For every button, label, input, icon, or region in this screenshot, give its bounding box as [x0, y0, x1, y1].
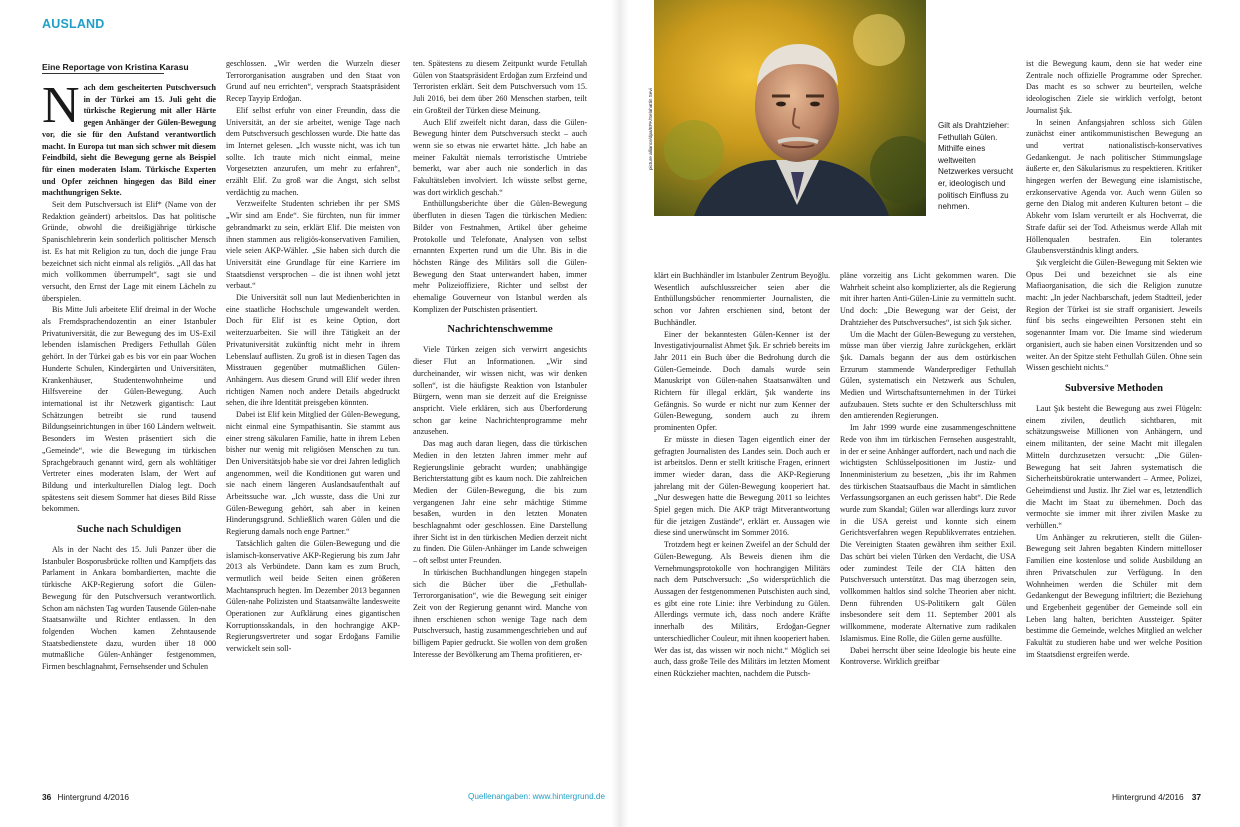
magazine-issue: Hintergrund 4/2016: [57, 792, 130, 802]
paragraph: In seinen Anfangsjahren schloss sich Gülen zunächst einer antikommunistischen Bewegung an und vertrat nationalistisch-konservatives Gedankengut. Je nach politischer Stimmungslage äußerte er, den Säkularismus zu respektieren. Kritiker hingegen werfen der Bewegung eine islamistische, erzkonservative Agenda vor. Auch wenn Gülen so gerne den Dialog mit anderen Kulturen betont – die Abkehr vom Islam verurteilt er als Hochverrat, die Strafe dafür sei der Tod. Atheismus werde Allah mit Höllenqualen bestrafen. Ein tolerantes Glaubensverständnis klingt anders.: [1026, 117, 1202, 256]
paragraph: Die Universität soll nun laut Medienberichten in eine staatliche Hochschule umgewandelt werden. Doch für Elif ist es keine Option, dort weiterzuarbeiten. Sie will ihre Tätigkeit an der Privatuniversität zukünftig nicht mehr in ihrem Lebenslauf auflisten. Zu groß ist in diesen Tagen das Misstrauen gegenüber mutmaßlichen Gülen-Anhängern. Aus diesem Grund will Elif weder ihren richtigen Namen noch andere Details abgedruckt sehen, die ihre Identität preisgeben könnten.: [226, 293, 400, 408]
paragraph: Trotzdem hegt er keinen Zweifel an der Schuld der Gülen-Bewegung. Als Beweis dienen ihm die Vernehmungsprotokolle von hochrangigen Militärs nach dem Putschversuch: „So widersprüchlich die Aussagen der festgenommenen Putschisten auch sind, es gibt eine rote Linie: ihre Verbindung zu Gülen. Allerdings vermute ich, dass noch andere Kräfte innerhalb des Militärs, Erdoğan-Gegner unterschiedlicher Couleur, mit ihnen kooperiert haben. Wer das ist, das wissen wir noch nicht.“ Möglich sei auch, dass große Teile des Militärs im letzten Moment einen Rückzieher machten, nachdem die Putsch-: [654, 540, 830, 678]
paragraph: Um Anhänger zu rekrutieren, stellt die Gülen-Bewegung seit Jahren begabten Kindern mittelloser Familien eine kostenlose und solide Ausbildung an ihren Privatschulen zur Verfügung. In den Wohnheimen werden die Schüler mit dem Gedankengut der Bewegung infiltriert; die Beziehung und Ergebenheit gegenüber der Gemeinde soll ein Leben lang halten, berichten Aussteiger. Später bestimme die Gemeinde, welches Mitglied an welcher Fakultät zu studieren habe und wer welche Position im Staatsdienst ergreifen werde.: [1026, 532, 1202, 659]
subheading: Subversive Methoden: [1065, 382, 1163, 394]
paragraph: Laut Şık besteht die Bewegung aus zwei Flügeln: einem zivilen, deutlich sichtbaren, mit schätzungsweise Millionen von Anhängern, und einem militanten, der seine Macht mit illegalen Mitteln durchzusetzen versucht: „Die Gülen-Bewegung hat seit Jahren systematisch die Sicherheitsbürokratie unterwandert – Armee, Polizei, Geheimdienst und Justiz. Ihr Ziel war es, letztendlich die Macht im Staat zu übernehmen. Doch das vermochte sie immer mit ihrer zivilen Maske zu verhüllen.“: [1026, 403, 1202, 531]
page-number: 37: [1191, 792, 1202, 802]
byline-rule: [42, 73, 164, 74]
article-column-1: [42, 82, 216, 780]
article-column-4: [654, 270, 830, 768]
paragraph: geschlossen. „Wir werden die Wurzeln dieser Terrororganisation ausgraben und den Staat von Grund auf neu errichten“, versprach Staatspräsident Recep Tayyip Erdoğan.: [226, 59, 400, 104]
paragraph: Dabei herrscht über seine Ideologie bis heute eine Kontroverse. Wirklich greifbar: [840, 645, 1016, 667]
article-column-5: [840, 270, 1016, 768]
page-gutter: [612, 0, 628, 827]
paragraph: Bis Mitte Juli arbeitete Elif dreimal in der Woche als Fremdsprachendozentin an einer Istanbuler Privatuniversität, die zur Bewegung des im US-Exil lebenden islamischen Predigers Fethullah Gülen gehört. In der Türkei gab es bis vor ein paar Wochen Hunderte Schulen, Kindergärten und Universitäten, Krankenhäuser, Studentenwohnheime und Hilfsvereine der Gülen-Bewegung. Auch international ist ihr Netzwerk gigantisch: Laut Schätzungen betreibt sie rund tausend Bildungseinrichtungen in über 160 Ländern weltweit. Besonders im Westen präsentiert sich die „Gemeinde“, wie die Bewegung im türkischen Sprachgebrauch genannt wird, gern als wohltätiger Vertreter eines moderaten Islam, der Wert auf Bildung und interkulturellen Dialog legt. Doch spätestens seit diesem Sommer hat dieses Bild Risse bekommen.: [42, 305, 216, 514]
photo-caption: Gilt als Drahtzieher: Fethullah Gülen. Mithilfe eines weltweiten Netzwerkes versucht er, ideologisch und politisch Einfluss zu nehmen.: [938, 121, 1014, 212]
magazine-issue: Hintergrund 4/2016: [1112, 792, 1184, 802]
paragraph: Um die Macht der Gülen-Bewegung zu verstehen, müsse man über vierzig Jahre zurückgehen, erklärt Şık. Damals begann der aus dem ostürkischen Erzurum stammende Wanderprediger Fethullah Gülen, systematisch ein Netzwerk aus Schulen, Medien und Wirtschaftsunternehmen in der Türkei aufzubauen. Stets suchte er den Schulterschluss mit den amtierenden Regierungen.: [840, 329, 1016, 421]
paragraph: Viele Türken zeigen sich verwirrt angesichts dieser Flut an Informationen. „Wir sind durcheinander, wir wissen nicht, was wir denken sollen“, ist die häufigste Reaktion von Istanbuler Bürgern, wenn man sie derzeit auf die Ereignisse anspricht. Viele erklären, sich aus Überforderung schon gar keine Nachrichtenprogramme mehr anzusehen.: [413, 345, 587, 437]
drop-cap: N: [42, 82, 80, 134]
footer-left: [42, 792, 129, 802]
paragraph: ist die Bewegung kaum, denn sie hat weder eine Zentrale noch offizielle Programme oder Sprecher. Das macht es so schwer zu beurteilen, welche ideologischen Ziele sie wirklich verfolgt, betont Journalist Şık.: [1026, 59, 1202, 115]
sources-link[interactable]: Quellenangaben: www.hintergrund.de: [468, 792, 606, 801]
paragraph: Er müsste in diesen Tagen eigentlich einer der gefragten Journalisten des Landes sein. Doch auch er ist arbeitslos. Denn er stellt kritische Fragen, erinnert immer wieder daran, dass die AKP-Regierung jahrelang mit der Gülen-Bewegung kooperiert hat. „Nur deswegen hatte die Bewegung 2011 so leichtes Spiel gegen mich. Die AKP trägt Mitverantwortung für die jetzigen Zustände“, erklärt er. Aussagen wie diese sind unerwünscht im Sommer 2016.: [654, 434, 830, 538]
paragraph: Als in der Nacht des 15. Juli Panzer über die Istanbuler Bosporusbrücke rollten und Kampfjets das Parlament in Ankara bombardierten, machte die türkische AKP-Regierung sofort die Gülen-Bewegung für den Putschversuch verantwortlich. Schon am nächsten Tag wurden Tausende Gülen-nahe Staatsanwälte und Richter entlassen. In den folgenden Wochen kamen Zehntausende Staatsbedienstete dazu, wurden über 18 000 mutmaßliche Gülen-Anhänger festgenommen, Firmen beschlagnahmt, Fernsehsender und Schulen: [42, 545, 216, 672]
page-number: 36: [42, 792, 52, 802]
article-column-6: [1026, 58, 1202, 770]
paragraph: pläne vorzeitig ans Licht gekommen waren. Die Wahrheit scheint also komplizierter, als die Regierung mit ihrer harten Anti-Gülen-Linie zu vermitteln sucht. Und doch: „Die Bewegung war der Geist, der Drahtzieher des Putschversuches“, ist sich Şık sicher.: [840, 271, 1016, 327]
portrait-illustration: [654, 0, 926, 216]
paragraph: Dabei ist Elif kein Mitglied der Gülen-Bewegung, nicht einmal eine Sympathisantin. Sie stammt aus einer streng säkularen Familie, hatte in ihrem Leben bisher nur wenig mit religiösen Menschen zu tun. Den Universitätsjob habe sie vor drei Jahren lediglich angenommen, weil die Konditionen gut waren und sie nach einem längeren Auslandsaufenthalt auf Arbeitssuche war. „Ich wusste, dass die Uni zur Gülen-Bewegung gehört, sah aber in keinen Hinderungsgrund. Schließlich waren Gülen und die Regierung damals noch enge Partner.“: [226, 410, 400, 537]
portrait-photo: [654, 0, 926, 216]
paragraph: Enthüllungsberichte über die Gülen-Bewegung überfluten in diesen Tagen die türkischen Medien: Bilder von Festnahmen, Artikel über geheime Protokolle und Telefonate, Analysen von selbst ernannten Experten rund um die Uhr. Bis in die höchsten Ränge des Militärs soll die Gülen-Bewegung den Staat unterwandert haben, immer mehr Polizeioffiziere, Richter und selbst der ehemalige Gouverneur von Istanbul werden als Komplizen der Putschisten präsentiert.: [413, 199, 587, 314]
paragraph: Verzweifelte Studenten schrieben ihr per SMS „Wir sind am Ende“. Sie fürchten, nun für immer gebrandmarkt zu sein, erklärt Elif. Die meisten von ihnen stammen aus religiös-konservativen Familien, viele seien AKP-Wähler. „Sie haben sich durch die Universität eine Grundlage für eine Karriere im Staatsdienst versprochen – die ist ihnen wohl jetzt verbaut.“: [226, 199, 400, 291]
paragraph: ten. Spätestens zu diesem Zeitpunkt wurde Fetullah Gülen von Staatspräsident Erdoğan zum Erzfeind und Terroristen erklärt. Seit dem Putschversuch vom 15. Juli 2016, bei dem über 260 Menschen starben, teilt ein Großteil der Türken diese Meinung.: [413, 59, 587, 115]
left-page: [0, 0, 612, 827]
paragraph: Auch Elif zweifelt nicht daran, dass die Gülen-Bewegung hinter dem Putschversuch steckt – auch wenn sie so etwas nie erwartet hätte. „Ich habe an meiner Fakultät niemals terroristische Umtriebe bemerkt, war aber auch nie sonderlich in das Fakultätsleben involviert. Ich wüsste selbst gerne, was dort wirklich geschah.“: [413, 117, 587, 197]
paragraph: Einer der bekanntesten Gülen-Kenner ist der Investigativjournalist Ahmet Şık. Er schrieb bereits im Jahr 2011 ein Buch über die Bedrohung durch die Gülen-Gemeinde. Doch damals wurde sein Manuskript von Gülen-nahen Staatsanwälten und Richtern für illegal erklärt, Şık wanderte ins Gefängnis. So wurde er nicht nur zum Kenner der Gülen-Bewegung, sondern auch zu ihrem prominenten Opfer.: [654, 329, 830, 433]
paragraph: In türkischen Buchhandlungen hingegen stapeln sich die Bücher über die „Fethullah-Terrororganisation“, wie die Bewegung seit einiger Zeit von der Regierung genannt wird. Manche von ihnen erschienen schon wenige Tage nach dem Putschversuch, hastig zusammengeschrieben und auf billigem Papier gedruckt. Sie wollen von dem großen Interesse der Bevölkerung am Thema profitieren, er-: [413, 567, 587, 659]
paragraph: Tatsächlich galten die Gülen-Bewegung und die islamisch-konservative AKP-Regierung bis zum Jahr 2013 als Verbündete. Dann kam es zum Bruch, vermutlich weil beide Seiten einen größeren Machtanspruch hegten. Im Dezember 2013 begannen Gülen-nahe Polizisten und Staatsanwälte landesweite Operationen zur Aufklärung eines gigantischen Korruptionsskandals, in den hochrangige AKP-Regierungsvertreter und sogar Erdoğans Familie verwickelt sein soll-: [226, 538, 400, 654]
paragraph: Seit dem Putschversuch ist Elif* (Name von der Redaktion geändert) arbeitslos. Das hat politische Gründe, obwohl die dreißigjährige türkische Spanischlehrerin kein sonderlich politischer Mensch ist. Es hat mit Religion zu tun, doch die junge Frau bezeichnet sich nicht einmal als religiös. „All das hat mich vollkommen überrumpelt“, sagt sie und versucht, den Ernst der Lage mit einem Lächeln zu überspielen.: [42, 200, 216, 303]
subheading: Suche nach Schuldigen: [76, 524, 182, 536]
photo-credit: picture alliance/dpa/EPA/Selahattin Sevi: [648, 88, 653, 170]
paragraph: Elif selbst erfuhr von einer Freundin, dass die Universität, an der sie arbeitet, wenige Tage nach dem Putschversuch geschlossen wurde. Die hatte das im Internet gelesen. „Ich wusste nicht, was ich tun sollte. Ich traute mich nicht einmal, meine Vorgesetzten anzurufen, um mehr zu erfahren“, erzählt Elif. Zu groß war die Angst, sich selbst verdächtig zu machen.: [226, 105, 400, 197]
paragraph: Im Jahr 1999 wurde eine zusammengeschnittene Rede von ihm im türkischen Fernsehen ausgestrahlt, in der er seine Anhänger auffordert, nach und nach die wichtigsten Schlüsselpositionen im Justiz- und Innenministerium zu besetzen, „bis ihr im Rahmen des türkischen Staatsaufbaus die Macht in sämtlichen Verfassungsorganen an euch gerissen habt“. Die Rede wurde zum Skandal; Gülen war allerdings kurz zuvor in die USA gereist und konnte sich einem Gerichtsverfahren wegen Republikverrates entziehen. Die Vereinigten Staaten gewähren ihm seither Exil. Das schürt bei vielen Türken den Verdacht, die USA oder zumindest Teile der CIA hätten den Putschversuch unterstützt. Das mag überzogen sein, vollkommen haltlos sind solche Theorien aber nicht. Denn führenden US-Politikern galt Gülen insbesondere seit dem 11. September 2001 als willkommene, moderate Alternative zum radikalen Islamismus. Eine Rolle, die Gülen gerne ausfüllte.: [840, 423, 1016, 643]
paragraph: Das mag auch daran liegen, dass die türkischen Medien in den letzten Jahren immer mehr auf Regierungslinie gebracht wurden; unabhängige Berichterstattung gibt es kaum noch. Die zahlreichen Medien der Gülen-Bewegung, die bis zum vergangenen Jahr eine sehr mächtige Stimme besaßen, wurden in den letzten Monaten beschlagnahmt oder geschlossen. Eine Darstellung ihrer Sicht ist in den türkischen Medien derzeit nicht zu finden. Die Gülen-Anhänger im Lande schweigen – oft selbst unter Freunden.: [413, 439, 587, 566]
article-column-2: [226, 58, 400, 780]
paragraph: Şık vergleicht die Gülen-Bewegung mit Sekten wie Opus Dei und bezeichnet sie als eine Mafiaorganisation, die sich die Religion zunutze macht: „In jeder Nachbarschaft, jedem Stadtteil, jeder Region der Türkei ist sie straff organisiert. Jeweils fünf bis sechs eingeweihten Personen steht ein sogenannter Imam vor. Die Imame sind wiederum organisiert, auch sie haben einen Vorsitzenden und so weiter. An der Spitze steht Fethullah Gülen. Ohne sein Wissen geschieht nichts.“: [1026, 257, 1202, 373]
footer-right: [1112, 792, 1201, 802]
section-label: AUSLAND: [42, 17, 105, 31]
author-byline: Eine Reportage von Kristina Karasu: [42, 62, 189, 72]
article-column-3: [413, 58, 587, 780]
subheading: Nachrichtenschwemme: [447, 324, 553, 336]
right-page: [628, 0, 1240, 827]
paragraph: klärt ein Buchhändler im Istanbuler Zentrum Beyoğlu. Wesentlich aufschlussreicher seien aber die Enthüllungsbücher renommierter Journalisten, die schon vor Jahren erschienen sind, betont der Buchhändler.: [654, 271, 830, 327]
intro-paragraph: Nach dem gescheiterten Putschversuch in der Türkei am 15. Juli geht die türkische Regierung mit aller Härte gegen Anhänger der Gülen-Bewegung vor, die sie für den Aufstand verantwortlich macht. In Europa tut man sich schwer mit diesem Feindbild, sieht die Bewegung gerne als Beispiel für einen moderaten Islam. Türkische Experten und Opfer zeichnen hingegen das Bild einer machthungrigen Sekte.: [42, 82, 216, 198]
